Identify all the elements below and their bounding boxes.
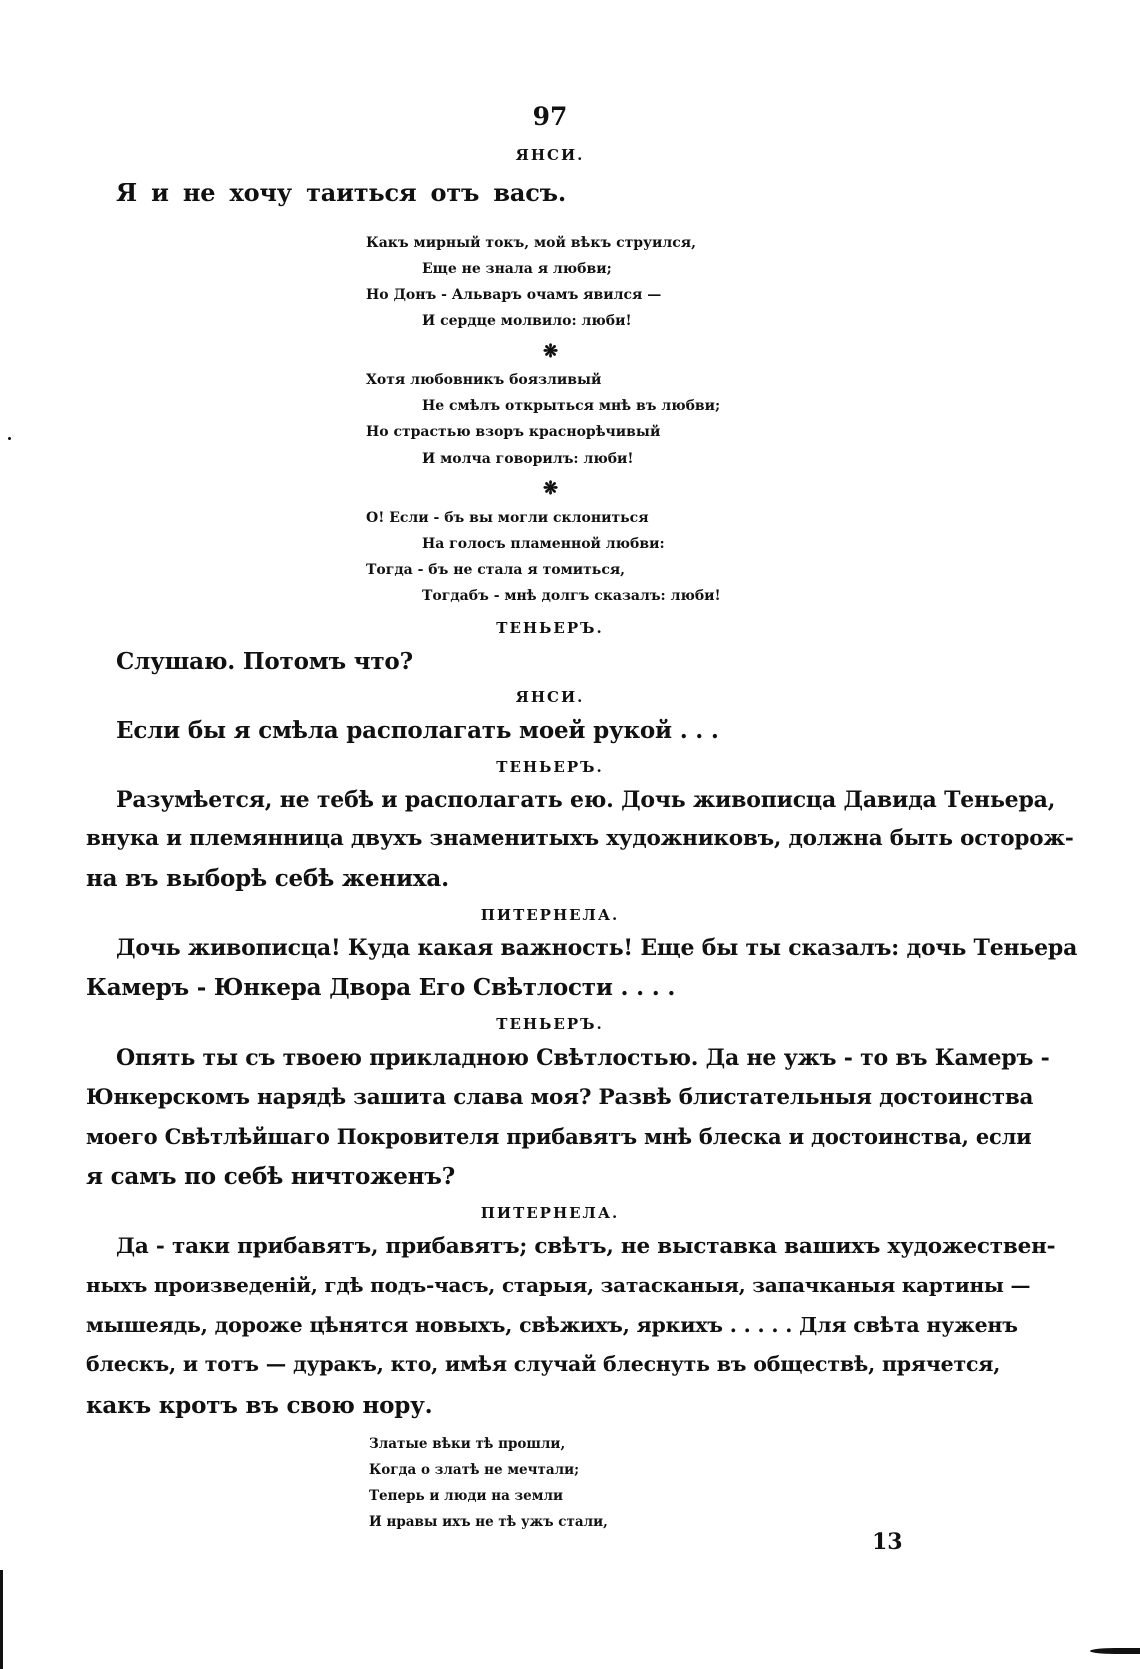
verse-line: Златые вѣки тѣ прошли, bbox=[369, 1436, 566, 1452]
scan-speck bbox=[8, 437, 11, 440]
prose-line: Юнкерскомъ нарядѣ зашита слава моя? Развѣ блистательныя достоинства bbox=[86, 1085, 1034, 1110]
prose-line: ныхъ произведеній, гдѣ подъ-часъ, старыя, затасканыя, запачканыя картины — bbox=[86, 1273, 1031, 1297]
verse-line: Тогдабъ - мнѣ долгъ сказалъ: люби! bbox=[422, 588, 721, 604]
verse-line: Еще не знала я любви; bbox=[422, 261, 612, 277]
speaker-heading: ТЕНЬЕРЪ. bbox=[496, 619, 604, 637]
verse-line: Не смѣлъ открыться мнѣ въ любви; bbox=[422, 398, 721, 414]
prose-line: Я и не хочу таиться отъ васъ. bbox=[116, 178, 567, 207]
prose-line: внука и племянница двухъ знаменитыхъ художниковъ, должна быть осторож- bbox=[86, 826, 1074, 851]
verse-line: О! Если - бъ вы могли склониться bbox=[366, 510, 649, 526]
prose-line: Разумѣется, не тебѣ и располагать ею. Дочь живописца Давида Теньера, bbox=[116, 787, 1056, 813]
signature-mark: 13 bbox=[872, 1529, 903, 1555]
scan-edge-smudge bbox=[1090, 1648, 1140, 1654]
verse-line: Когда о златѣ не мечтали; bbox=[369, 1462, 580, 1478]
prose-line: мышеядь, дороже цѣнятся новыхъ, свѣжихъ, яркихъ . . . . . Для свѣта нуженъ bbox=[86, 1313, 1018, 1337]
speaker-heading: ЯНСИ. bbox=[515, 688, 585, 706]
verse-line: И нравы ихъ не тѣ ужъ стали, bbox=[369, 1514, 608, 1530]
speaker-heading: ПИТЕРНЕЛА. bbox=[480, 1204, 620, 1222]
prose-line: Да - таки прибавятъ, прибавятъ; свѣтъ, не выставка вашихъ художествен- bbox=[116, 1234, 1056, 1259]
verse-line: И молча говорилъ: люби! bbox=[422, 451, 634, 467]
verse-line: На голосъ пламенной любви: bbox=[422, 536, 665, 552]
page-number: 97 bbox=[532, 102, 568, 131]
prose-line: моего Свѣтлѣйшаго Покровителя прибавятъ мнѣ блеска и достоинства, если bbox=[86, 1124, 1032, 1149]
scan-edge-mark bbox=[0, 1570, 3, 1669]
verse-line: Но страстью взоръ краснорѣчивый bbox=[366, 424, 661, 440]
verse-line: Какъ мирный токъ, мой вѣкъ струился, bbox=[366, 235, 697, 251]
prose-line: я самъ по себѣ ничтоженъ? bbox=[86, 1163, 456, 1190]
prose-line: Дочь живописца! Куда какая важность! Еще бы ты сказалъ: дочь Теньера bbox=[116, 935, 1078, 961]
verse-line: Теперь и люди на земли bbox=[369, 1488, 563, 1504]
speaker-heading: ЯНСИ. bbox=[515, 146, 585, 164]
verse-line: Тогда - бъ не стала я томиться, bbox=[366, 562, 626, 578]
verse-line: Но Донъ - Альваръ очамъ явился — bbox=[366, 287, 662, 303]
verse-line: Хотя любовникъ боязливый bbox=[366, 372, 602, 388]
verse-line: И сердце молвило: люби! bbox=[422, 313, 632, 329]
speaker-heading: ТЕНЬЕРЪ. bbox=[496, 758, 604, 776]
prose-line: на въ выборѣ себѣ жениха. bbox=[86, 865, 449, 892]
prose-line: Если бы я смѣла располагать моей рукой . . . bbox=[116, 717, 719, 744]
prose-line: блескъ, и тотъ — дуракъ, кто, имѣя случай блеснуть въ обществѣ, прячется, bbox=[86, 1352, 1001, 1376]
prose-line: какъ кротъ въ свою нору. bbox=[86, 1392, 433, 1419]
speaker-heading: ТЕНЬЕРЪ. bbox=[496, 1015, 604, 1033]
prose-line: Слушаю. Потомъ что? bbox=[116, 648, 413, 675]
asterisk-divider: ❋ bbox=[543, 341, 559, 362]
speaker-heading: ПИТЕРНЕЛА. bbox=[480, 906, 620, 924]
prose-line: Камеръ - Юнкера Двора Его Свѣтлости . . . . bbox=[86, 974, 676, 1001]
prose-line: Опять ты съ твоею прикладною Свѣтлостью. Да не ужъ - то въ Камеръ - bbox=[116, 1045, 1050, 1071]
asterisk-divider: ❋ bbox=[543, 478, 559, 499]
